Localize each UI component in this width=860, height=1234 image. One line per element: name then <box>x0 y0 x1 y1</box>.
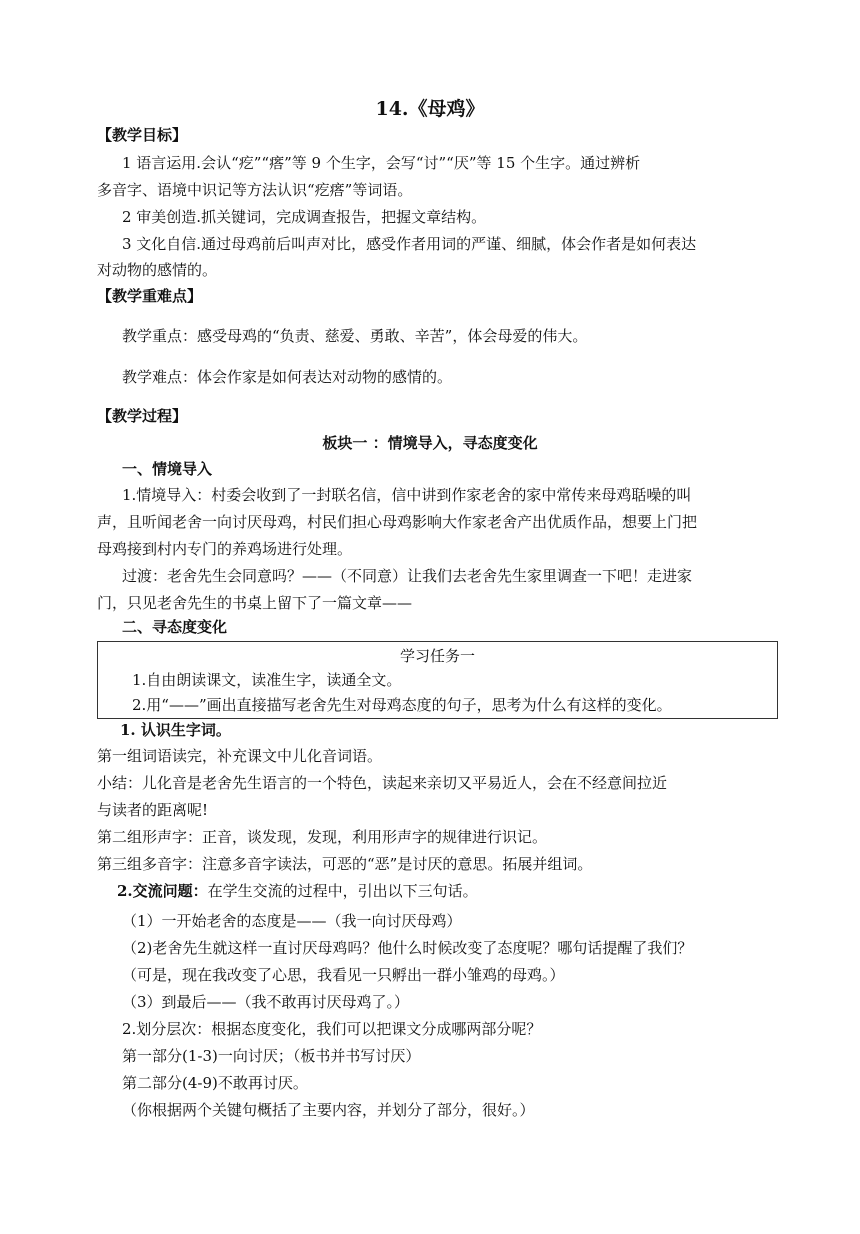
transition-line-1: 过渡：老舍先生会同意吗？——（不同意）让我们去老舍先生家里调查一下吧！走进家 <box>122 567 693 585</box>
objective-item-2: 2 审美创造.抓关键词，完成调查报告，把握文章结构。 <box>122 208 487 226</box>
part-1-text: 第一部分(1-3)一向讨厌；（板书并书写讨厌） <box>122 1047 421 1065</box>
group-1-text: 第一组词语读完，补充课文中儿化音词语。 <box>97 747 383 765</box>
group-2-text: 第二组形声字：正音，谈发现，发现，利用形声字的规律进行识记。 <box>97 828 548 846</box>
key-point-difficulty: 教学难点：体会作家是如何表达对动物的感情的。 <box>122 368 453 386</box>
divide-text: 2.划分层次：根据态度变化，我们可以把课文分成哪两部分呢？ <box>122 1020 542 1038</box>
key-point-focus: 教学重点：感受母鸡的“负责、慈爱、勇敢、辛苦”，体会母爱的伟大。 <box>122 327 588 345</box>
transition-line-2: 门，只见老舍先生的书桌上留下了一篇文章—— <box>97 594 413 612</box>
question-2-line-1: （2)老舍先生就这样一直讨厌母鸡吗？他什么时候改变了态度呢？哪句话提醒了我们？ <box>122 939 693 957</box>
part-2-text: 第二部分(4-9)不敢再讨厌。 <box>122 1074 308 1092</box>
question-1: （1）一开始老舍的态度是——（我一向讨厌母鸡） <box>122 912 462 930</box>
objectives-heading: 【教学目标】 <box>97 126 188 144</box>
objective-item-3-line-1: 3 文化自信.通过母鸡前后叫声对比，感受作者用词的严谨、细腻，体会作者是如何表达 <box>122 235 697 253</box>
objective-item-3-line-2: 对动物的感情的。 <box>97 261 218 279</box>
objective-item-1-line-1: 1 语言运用.会认“疙”“瘩”等 9 个生字，会写“讨”“厌”等 15 个生字。通过辨析 <box>122 154 641 172</box>
group-3-text: 第三组多音字：注意多音字读法，可恶的“恶”是讨厌的意思。拓展并组词。 <box>97 855 593 873</box>
summary-line-1: 小结：儿化音是老舍先生语言的一个特色，读起来亲切又平易近人，会在不经意间拉近 <box>97 774 668 792</box>
page-title: 14.《母鸡》 <box>375 98 485 120</box>
praise-text: （你根据两个关键句概括了主要内容，并划分了部分，很好。） <box>122 1101 535 1119</box>
block-1-title: 板块一 ：情境导入，寻态度变化 <box>322 434 538 452</box>
intro-line-3: 母鸡接到村内专门的养鸡场进行处理。 <box>97 540 353 558</box>
summary-line-2: 与读者的距离呢! <box>97 801 209 819</box>
step-2-label: 2.交流问题： <box>117 882 208 900</box>
step-2-text: 在学生交流的过程中，引出以下三句话。 <box>207 882 478 900</box>
key-points-heading: 【教学重难点】 <box>97 287 203 305</box>
section-1-heading: 一、情境导入 <box>122 460 213 478</box>
question-2-line-2: （可是，现在我改变了心思，我看见一只孵出一群小雏鸡的母鸡。） <box>122 966 565 984</box>
step-1-heading: 1. 认识生字词。 <box>120 721 231 739</box>
task-item-2: 2.用“——”画出直接描写老舍先生对母鸡态度的句子，思考为什么有这样的变化。 <box>132 696 672 714</box>
question-3: （3）到最后——（我不敢再讨厌母鸡了。） <box>122 993 410 1011</box>
task-title: 学习任务一 <box>399 647 475 665</box>
section-2-heading: 二、寻态度变化 <box>122 618 228 636</box>
objective-item-1-line-2: 多音字、语境中识记等方法认识“疙瘩”等词语。 <box>97 181 413 199</box>
task-item-1: 1.自由朗读课文，读准生字，读通全文。 <box>132 671 402 689</box>
intro-line-1: 1.情境导入：村委会收到了一封联名信，信中讲到作家老舍的家中常传来母鸡聒噪的叫 <box>122 486 692 504</box>
intro-line-2: 声，且听闻老舍一向讨厌母鸡，村民们担心母鸡影响大作家老舍产出优质作品，想要上门把 <box>97 513 698 531</box>
step-2-line <box>117 878 777 904</box>
learning-task-box <box>97 641 778 719</box>
process-heading: 【教学过程】 <box>97 407 188 425</box>
